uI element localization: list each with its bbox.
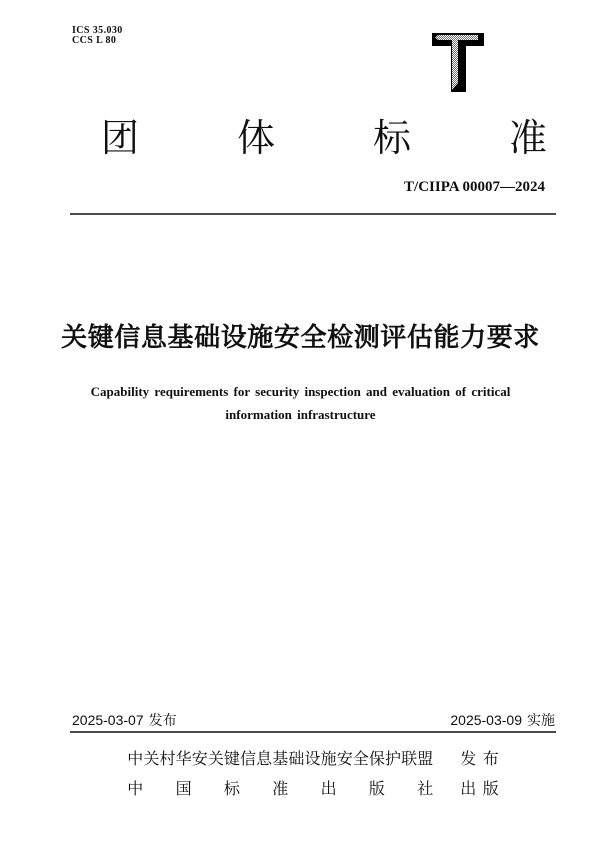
- standard-number: T/CIIPA 00007—2024: [404, 179, 545, 195]
- header-rule: [70, 213, 556, 215]
- implementation-date-group: [450, 712, 555, 729]
- issue-date: 2025-03-07: [72, 712, 144, 728]
- implementation-date-label: 实施: [527, 712, 555, 728]
- publisher-name: 中关村华安关键信息基础设施安全保护联盟: [127, 751, 434, 768]
- t-standard-logo-icon: [432, 33, 484, 92]
- issue-date-group: [72, 712, 177, 729]
- press-name: 中国标准出版社: [127, 781, 434, 798]
- press-role-label: 出 版: [460, 781, 500, 798]
- press-row: [72, 781, 555, 799]
- classification-codes: [72, 26, 123, 46]
- ics-code: ICS 35.030: [72, 25, 123, 36]
- dates-row: [72, 712, 555, 729]
- doc-type-title: 团体标准: [101, 118, 547, 160]
- publisher-role-label: 发 布: [460, 751, 500, 768]
- document-title-en: [60, 380, 541, 426]
- document-title-en-line1: Capability requirements for security inspection and evaluation of critical: [90, 384, 511, 399]
- implementation-date: 2025-03-09: [450, 712, 522, 728]
- publisher-block: [72, 751, 555, 799]
- ccs-code: CCS L 80: [72, 35, 117, 46]
- issue-date-label: 发布: [148, 712, 177, 728]
- document-title-zh: 关键信息基础设施安全检测评估能力要求: [61, 322, 540, 352]
- publisher-row: [72, 751, 555, 769]
- document-title-en-line2: information infrastructure: [225, 407, 376, 422]
- footer-rule: [70, 731, 556, 733]
